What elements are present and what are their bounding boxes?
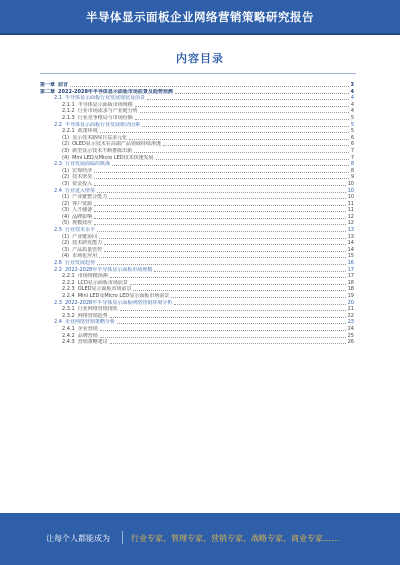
toc-entry-page: 12 [347, 213, 354, 220]
toc-entry-title: 2022-2028年半导体显示面板网络营销环境分析 [64, 299, 173, 306]
table-of-contents [40, 82, 354, 346]
toc-entry-page: 8 [350, 161, 354, 168]
toc-entry-title: 宏观经济 [72, 167, 93, 174]
toc-dot-leader [110, 317, 346, 318]
toc-entry-number: (1) [62, 194, 70, 201]
toc-entry-title: 半导体显示面板市场规模 [77, 101, 133, 108]
toc-entry-page: 21 [347, 306, 354, 313]
toc-entry[interactable] [40, 293, 354, 300]
toc-entry[interactable] [40, 280, 354, 287]
toc-entry-title: 市场化应用 [72, 253, 98, 260]
toc-entry[interactable] [40, 128, 354, 135]
toc-entry-title: 品牌影响 [72, 213, 93, 220]
toc-entry-title: 2022-2028年半导体显示面板市场规模 [64, 266, 153, 273]
toc-entry[interactable] [40, 260, 354, 267]
toc-dot-leader [100, 330, 346, 331]
toc-dot-leader [109, 198, 346, 199]
toc-entry[interactable] [40, 339, 354, 346]
toc-dot-leader [104, 251, 346, 252]
toc-dot-leader [110, 277, 346, 278]
toc-entry-number: 2.2.2 [62, 279, 75, 286]
toc-entry-page: 4 [350, 88, 354, 95]
toc-dot-leader [135, 106, 349, 107]
toc-entry-page: 9 [350, 174, 354, 181]
toc-entry-title: 网络营销趋势 [77, 312, 108, 319]
toc-entry[interactable] [40, 247, 354, 254]
toc-entry[interactable] [40, 273, 354, 280]
toc-entry-page: 25 [347, 332, 354, 339]
toc-entry-page: 14 [347, 246, 354, 253]
toc-dot-leader [175, 93, 349, 94]
toc-entry-number: (2) [62, 240, 70, 247]
toc-dot-leader [174, 304, 345, 305]
toc-entry-page: 10 [347, 194, 354, 201]
toc-dot-leader [112, 165, 349, 166]
toc-dot-leader [97, 231, 346, 232]
toc-entry-page: 5 [350, 121, 354, 128]
toc-entry[interactable] [40, 135, 354, 142]
toc-entry-page: 18 [347, 286, 354, 293]
toc-entry[interactable] [40, 95, 354, 102]
toc-entry-title: 行业技术水平 [64, 227, 95, 234]
toc-entry-title: 企业营销 [77, 325, 98, 332]
toc-entry-title: OLED显示技术在高端产品领域持续渗透 [72, 141, 161, 148]
toc-dot-leader [130, 284, 346, 285]
toc-entry-number: (1) [62, 167, 70, 174]
toc-entry-page: 16 [347, 260, 354, 267]
toc-entry-number: (2) [62, 174, 70, 181]
toc-entry-page: 14 [347, 240, 354, 247]
toc-entry-number: 2.2.1 [62, 273, 75, 280]
toc-dot-leader [142, 126, 349, 127]
toc-entry[interactable] [40, 102, 354, 109]
toc-entry-page: 3 [350, 82, 354, 88]
toc-entry-title: 资金投入 [72, 180, 93, 187]
toc-entry-title: 2022-2028年半导体显示面板市场前景及趋势预测 [58, 88, 173, 95]
toc-entry-title: 规模效应 [72, 220, 93, 227]
toc-entry-number: 2.4.1 [62, 325, 75, 332]
toc-entry-number: 2.2 [54, 121, 62, 128]
toc-entry-title: 政策环境 [77, 128, 98, 135]
toc-entry[interactable] [40, 240, 354, 247]
toc-entry[interactable] [40, 188, 354, 195]
toc-dot-leader [70, 86, 348, 87]
toc-entry-title: 行业网络营销现状 [77, 306, 118, 313]
toc-entry-page: 6 [350, 141, 354, 148]
toc-entry-title: 产品质量管控 [72, 246, 103, 253]
toc-entry-number: 2.4.2 [62, 332, 75, 339]
toc-entry[interactable] [40, 168, 354, 175]
footer-slogan: 让每个人都能成为 [46, 534, 110, 543]
toc-entry-page: 11 [347, 200, 354, 207]
toc-dot-leader [117, 323, 346, 324]
footer-tagline: 行业专家、管理专家、营销专家、战略专家、商业专家…… [131, 534, 339, 543]
toc-entry-page: 12 [347, 220, 354, 227]
toc-dot-leader [140, 112, 349, 113]
toc-entry-title: LCD显示面板市场前景 [77, 279, 128, 286]
toc-entry-title: 行业发展趋势 [64, 260, 95, 267]
toc-entry-title: 客户资源 [72, 200, 93, 207]
toc-entry-number: (4) [62, 253, 70, 260]
toc-dot-leader [94, 185, 346, 186]
toc-entry-number: 2.4 [54, 187, 62, 194]
toc-entry-page: 10 [347, 187, 354, 194]
toc-heading: 内容目录 [176, 52, 224, 65]
toc-entry-page: 4 [350, 101, 354, 108]
toc-entry-page: 20 [347, 299, 354, 306]
toc-entry-title: 行业发展面临的挑战 [64, 161, 110, 168]
toc-entry-number: 2.1.1 [62, 101, 75, 108]
toc-entry-number: 2.3 [54, 161, 62, 168]
toc-entry[interactable] [40, 220, 354, 227]
toc-entry-number: 2.4 [54, 319, 62, 326]
toc-entry[interactable] [40, 155, 354, 162]
toc-entry[interactable] [40, 141, 354, 148]
toc-entry-number: 2.5 [54, 227, 62, 234]
toc-dot-leader [97, 264, 346, 265]
toc-entry-page: 7 [350, 154, 354, 161]
toc-entry[interactable] [40, 319, 354, 326]
toc-entry-title: 品牌营销 [77, 332, 98, 339]
toc-entry-number: (1) [62, 134, 70, 141]
toc-dot-leader [110, 343, 346, 344]
toc-entry-number: 2.1 [54, 95, 62, 102]
toc-entry-page: 7 [350, 147, 354, 154]
toc-entry-page: 8 [350, 167, 354, 174]
toc-entry-title: 半导体显示面板行业发展驱动因素 [64, 121, 140, 128]
toc-entry-number: 2.3 [54, 299, 62, 306]
toc-dot-leader [147, 99, 349, 100]
toc-entry-title: 产业链协同 [72, 233, 98, 240]
toc-entry-page: 13 [347, 233, 354, 240]
toc-entry[interactable] [40, 214, 354, 221]
toc-dot-leader [94, 178, 349, 179]
toc-entry-page: 19 [347, 293, 354, 299]
toc-entry-title: 行业进入壁垒 [64, 187, 95, 194]
toc-dot-leader [100, 132, 349, 133]
toc-entry-page: 18 [347, 279, 354, 286]
toc-dot-leader [154, 271, 345, 272]
toc-entry-page: 23 [347, 319, 354, 326]
toc-dot-leader [94, 218, 346, 219]
toc-entry-title: 技术壁垒 [72, 174, 93, 181]
toc-entry-title: 营销策略建议 [77, 339, 108, 346]
toc-entry-title: 产业链整合能力 [72, 194, 108, 201]
toc-dot-leader [94, 211, 346, 212]
toc-dot-leader [135, 119, 349, 120]
toc-entry-number: 2.1.2 [62, 108, 75, 115]
toc-dot-leader [104, 244, 346, 245]
toc-entry-title: 行业竞争格局与市场份额 [77, 114, 133, 121]
toc-entry-number: (3) [62, 180, 70, 187]
toc-entry-page: 5 [350, 128, 354, 135]
toc-entry-page: 15 [347, 253, 354, 260]
report-header-bar [0, 0, 400, 33]
toc-entry[interactable] [40, 115, 354, 122]
toc-entry[interactable] [40, 161, 354, 168]
toc-dot-leader [171, 297, 345, 298]
toc-entry[interactable] [40, 108, 354, 115]
toc-entry-number: 2.6 [54, 260, 62, 267]
toc-entry[interactable] [40, 253, 354, 260]
toc-entry-title: 行业市场需求与产业链分析 [77, 108, 138, 115]
toc-entry[interactable] [40, 194, 354, 201]
toc-entry-title: OLED显示面板市场前景 [77, 286, 132, 293]
toc-entry-page: 24 [347, 325, 354, 332]
report-title: 半导体显示面板企业网络营销策略研究报告 [86, 10, 314, 24]
toc-dot-leader [99, 238, 346, 239]
toc-entry[interactable] [40, 201, 354, 208]
toc-dot-leader [100, 337, 346, 338]
toc-dot-leader [94, 172, 349, 173]
toc-entry[interactable] [40, 207, 354, 214]
header-divider [0, 33, 400, 35]
toc-entry-title: 技术研发能力 [72, 240, 103, 247]
toc-entry-page: 4 [350, 95, 354, 102]
toc-entry[interactable] [40, 89, 354, 96]
toc-entry[interactable] [40, 148, 354, 155]
toc-dot-leader [156, 159, 349, 160]
toc-dot-leader [94, 224, 346, 225]
toc-entry-number: (3) [62, 147, 70, 154]
toc-dot-leader [129, 139, 349, 140]
toc-entry-number: 2.2.4 [62, 293, 75, 299]
toc-entry-number: (4) [62, 213, 70, 220]
toc-entry[interactable] [40, 313, 354, 320]
toc-entry-number: (2) [62, 200, 70, 207]
toc-entry-title: Mini LED及Micro LED显示面板市场前景 [77, 293, 170, 299]
toc-entry-number: 2.2.3 [62, 286, 75, 293]
toc-entry[interactable] [40, 174, 354, 181]
toc-entry-title: Mini LED及Micro LED技术快速发展 [72, 154, 154, 161]
toc-dot-leader [120, 310, 346, 311]
toc-entry-page: 22 [347, 312, 354, 319]
toc-entry-number: 第一章 [40, 82, 56, 88]
toc-heading-rule [40, 73, 356, 74]
toc-entry-page: 5 [350, 114, 354, 121]
toc-entry-title: 人才储备 [72, 207, 93, 214]
toc-entry-number: (2) [62, 141, 70, 148]
toc-entry-page: 13 [347, 227, 354, 234]
toc-entry-number: 2.2 [54, 266, 62, 273]
toc-dot-leader [97, 192, 346, 193]
toc-entry[interactable] [40, 122, 354, 129]
toc-entry-number: 2.4.3 [62, 339, 75, 346]
toc-entry[interactable] [40, 267, 354, 274]
toc-entry-number: 2.3.2 [62, 312, 75, 319]
toc-entry-title: 新型显示技术不断推陈出新 [72, 147, 133, 154]
toc-entry-number: 2.3.1 [62, 306, 75, 313]
toc-entry-number: (1) [62, 233, 70, 240]
toc-entry[interactable] [40, 82, 354, 89]
toc-dot-leader [99, 257, 346, 258]
toc-entry-page: 6 [350, 134, 354, 141]
toc-entry-page: 26 [347, 339, 354, 346]
toc-entry-title: 显示技术路线日益多元化 [72, 134, 128, 141]
toc-entry-title: 前言 [58, 82, 69, 88]
toc-entry-page: 11 [347, 207, 354, 214]
toc-entry-page: 17 [347, 266, 354, 273]
toc-entry-page: 10 [347, 180, 354, 187]
toc-entry[interactable] [40, 234, 354, 241]
toc-dot-leader [133, 290, 345, 291]
toc-dot-leader [163, 145, 349, 146]
toc-entry-title: 市场规模预测 [77, 273, 108, 280]
toc-entry[interactable] [40, 286, 354, 293]
toc-entry-page: 4 [350, 108, 354, 115]
toc-dot-leader [134, 152, 349, 153]
toc-entry[interactable] [40, 333, 354, 340]
toc-entry-number: (3) [62, 246, 70, 253]
toc-entry[interactable] [40, 326, 354, 333]
toc-entry-number: (3) [62, 207, 70, 214]
toc-entry-number: 2.1.3 [62, 114, 75, 121]
toc-entry-title: 企业网络营销策略分析 [64, 319, 115, 326]
toc-entry[interactable] [40, 300, 354, 307]
toc-entry[interactable] [40, 181, 354, 188]
toc-dot-leader [94, 205, 346, 206]
toc-entry-number: (4) [62, 154, 70, 161]
toc-entry-number: 2.2.1 [62, 128, 75, 135]
footer-bar [0, 513, 400, 565]
toc-entry-number: 第二章 [40, 88, 56, 95]
toc-entry-number: (5) [62, 220, 70, 227]
toc-entry[interactable] [40, 227, 354, 234]
footer-separator [122, 531, 123, 544]
toc-entry-page: 17 [347, 273, 354, 280]
toc-entry[interactable] [40, 306, 354, 313]
toc-entry-title: 半导体显示面板行业发展现状及前景 [64, 95, 145, 102]
